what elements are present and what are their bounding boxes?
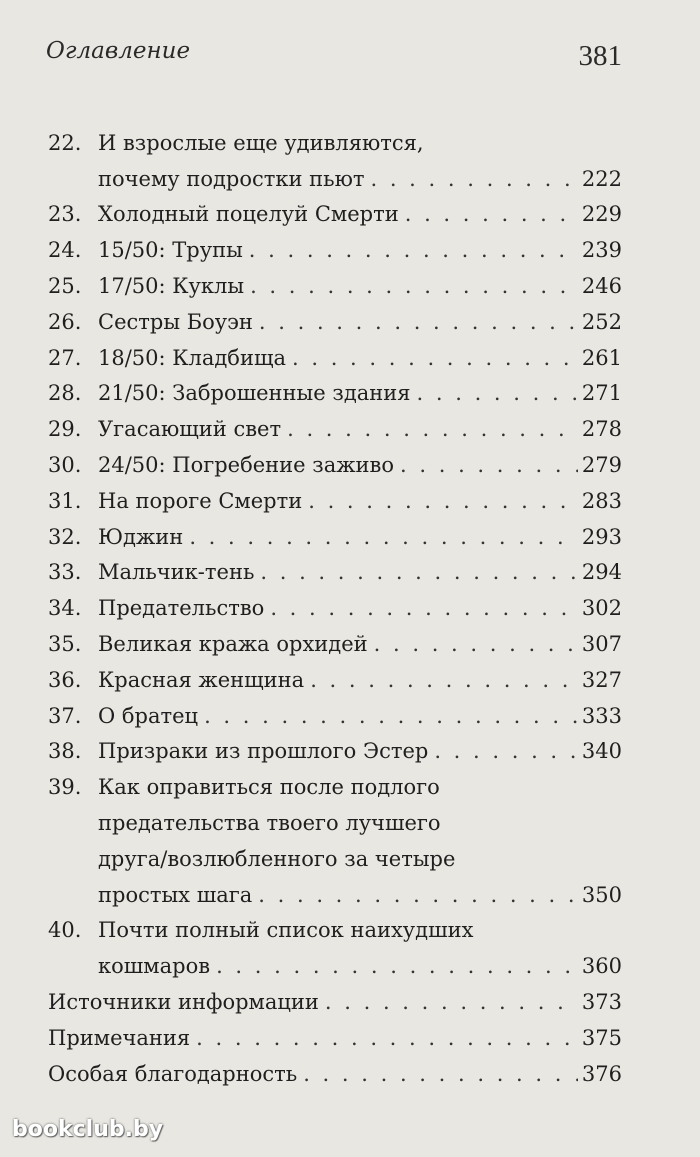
- toc-entry-page: 278: [581, 417, 622, 442]
- toc-entry: [48, 979, 622, 1015]
- page-number: 381: [578, 40, 622, 72]
- toc-entry: [48, 764, 622, 800]
- dot-leader: [417, 380, 578, 406]
- toc-entry-number: 40.: [48, 918, 82, 943]
- watermark: bookclub.by: [12, 1117, 164, 1142]
- dot-leader: [405, 201, 578, 227]
- dot-leader: [434, 738, 578, 764]
- toc-entry: [48, 585, 622, 621]
- dot-leader: [292, 345, 578, 371]
- toc-entry-number: 26.: [48, 309, 82, 334]
- toc-entry-page: 302: [581, 596, 622, 621]
- toc-entry-page: 333: [581, 703, 622, 728]
- toc-entry-number: 35.: [48, 631, 82, 656]
- toc-entry-page: 376: [581, 1061, 622, 1086]
- toc-entry: [48, 442, 622, 478]
- dot-leader: [204, 703, 578, 729]
- toc-entry-number: 37.: [48, 703, 82, 728]
- toc-entry: [48, 227, 622, 263]
- toc-entry-page: 252: [581, 309, 622, 334]
- toc-entry-page: 340: [581, 739, 622, 764]
- toc-entry-title: 18/50: Кладбища: [98, 345, 286, 370]
- toc-entry-continuation: [48, 872, 622, 908]
- toc-entry: [48, 371, 622, 407]
- toc-entry: [48, 657, 622, 693]
- toc-entry-number: 24.: [48, 238, 82, 263]
- toc-entry-title: 21/50: Заброшенные здания: [98, 381, 411, 406]
- toc-entry-title: Великая кража орхидей: [98, 631, 368, 656]
- toc-entry: [48, 192, 622, 228]
- dot-leader: [287, 416, 578, 442]
- table-of-contents: [48, 120, 622, 1087]
- toc-entry-title: Источники информации: [48, 989, 319, 1014]
- toc-entry-page: 293: [581, 524, 622, 549]
- toc-entry-title: Юджин: [98, 524, 184, 549]
- toc-entry-title: 15/50: Трупы: [98, 238, 243, 263]
- toc-entry-title: 24/50: Погребение заживо: [98, 452, 395, 477]
- toc-entry: [48, 621, 622, 657]
- toc-entry-title: И взрослые еще удивляются,: [98, 130, 424, 155]
- toc-entry: [48, 1051, 622, 1087]
- toc-entry-page: 373: [581, 989, 622, 1014]
- dot-leader: [270, 595, 578, 621]
- toc-entry-title: На пороге Смерти: [98, 488, 303, 513]
- toc-entry-page: 283: [581, 488, 622, 513]
- toc-entry-number: 39.: [48, 775, 82, 800]
- dot-leader: [250, 273, 578, 299]
- toc-entry-page: 229: [581, 202, 622, 227]
- toc-entry-title: 17/50: Куклы: [98, 273, 245, 298]
- toc-entry: [48, 908, 622, 944]
- toc-entry-page: 279: [581, 452, 622, 477]
- toc-entry-page: 261: [581, 345, 622, 370]
- dot-leader: [249, 237, 578, 263]
- toc-entry-title: кошмаров: [98, 954, 211, 979]
- toc-entry-page: 350: [581, 882, 622, 907]
- toc-entry-title: Красная женщина: [98, 667, 305, 692]
- toc-entry-title: Почти полный список наихудших: [98, 918, 474, 943]
- toc-entry-title: Угасающий свет: [98, 417, 282, 442]
- dot-leader: [258, 882, 578, 908]
- dot-leader: [310, 667, 578, 693]
- toc-entry-page: 375: [581, 1025, 622, 1050]
- toc-entry-number: 22.: [48, 130, 82, 155]
- dot-leader: [374, 631, 578, 657]
- toc-entry-number: 25.: [48, 273, 82, 298]
- toc-entry: [48, 693, 622, 729]
- toc-entry-page: 360: [581, 954, 622, 979]
- dot-leader: [260, 559, 578, 585]
- toc-entry-page: 222: [581, 166, 622, 191]
- toc-entry-title: почему подростки пьют: [98, 166, 365, 191]
- toc-entry-title: Особая благодарность: [48, 1061, 298, 1086]
- toc-entry: [48, 263, 622, 299]
- toc-entry-continuation: [48, 836, 622, 872]
- running-header-title: Оглавление: [46, 38, 191, 64]
- toc-entry-title: Сестры Боуэн: [98, 309, 253, 334]
- toc-entry-title: Примечания: [48, 1025, 191, 1050]
- toc-entry-number: 38.: [48, 739, 82, 764]
- toc-entry-number: 32.: [48, 524, 82, 549]
- toc-entry-number: 27.: [48, 345, 82, 370]
- dot-leader: [303, 1061, 578, 1087]
- toc-entry-page: 307: [581, 631, 622, 656]
- toc-entry-page: 246: [581, 273, 622, 298]
- dot-leader: [308, 488, 578, 514]
- toc-entry-title: Мальчик-тень: [98, 560, 255, 585]
- dot-leader: [325, 989, 578, 1015]
- toc-entry: [48, 729, 622, 765]
- dot-leader: [196, 1025, 578, 1051]
- toc-entry-number: 28.: [48, 381, 82, 406]
- toc-entry-title: Предательство: [98, 596, 265, 621]
- toc-entry-title: друга/возлюбленного за четыре: [98, 846, 456, 871]
- toc-entry-page: 239: [581, 238, 622, 263]
- toc-entry: [48, 514, 622, 550]
- toc-entry-title: Призраки из прошлого Эстер: [98, 739, 429, 764]
- toc-entry-number: 23.: [48, 202, 82, 227]
- toc-entry: [48, 478, 622, 514]
- toc-entry: [48, 406, 622, 442]
- toc-entry-continuation: [48, 943, 622, 979]
- toc-entry: [48, 335, 622, 371]
- dot-leader: [370, 166, 577, 192]
- toc-entry-number: 30.: [48, 452, 82, 477]
- toc-entry-page: 327: [581, 667, 622, 692]
- toc-entry-page: 271: [581, 381, 622, 406]
- toc-entry-number: 31.: [48, 488, 82, 513]
- toc-entry-continuation: [48, 800, 622, 836]
- dot-leader: [400, 452, 578, 478]
- toc-entry-title: Как оправиться после подлого: [98, 775, 440, 800]
- toc-entry: [48, 120, 622, 156]
- toc-entry-number: 33.: [48, 560, 82, 585]
- toc-entry-number: 34.: [48, 596, 82, 621]
- toc-entry: [48, 299, 622, 335]
- toc-entry: [48, 1015, 622, 1051]
- toc-entry-title: предательства твоего лучшего: [98, 810, 441, 835]
- dot-leader: [189, 524, 578, 550]
- toc-entry-number: 36.: [48, 667, 82, 692]
- toc-entry: [48, 550, 622, 586]
- toc-entry-continuation: [48, 156, 622, 192]
- toc-entry-title: О братец: [98, 703, 199, 728]
- dot-leader: [259, 309, 578, 335]
- toc-entry-title: простых шага: [98, 882, 253, 907]
- toc-entry-title: Холодный поцелуй Смерти: [98, 202, 399, 227]
- toc-entry-page: 294: [581, 560, 622, 585]
- toc-entry-number: 29.: [48, 417, 82, 442]
- dot-leader: [216, 953, 578, 979]
